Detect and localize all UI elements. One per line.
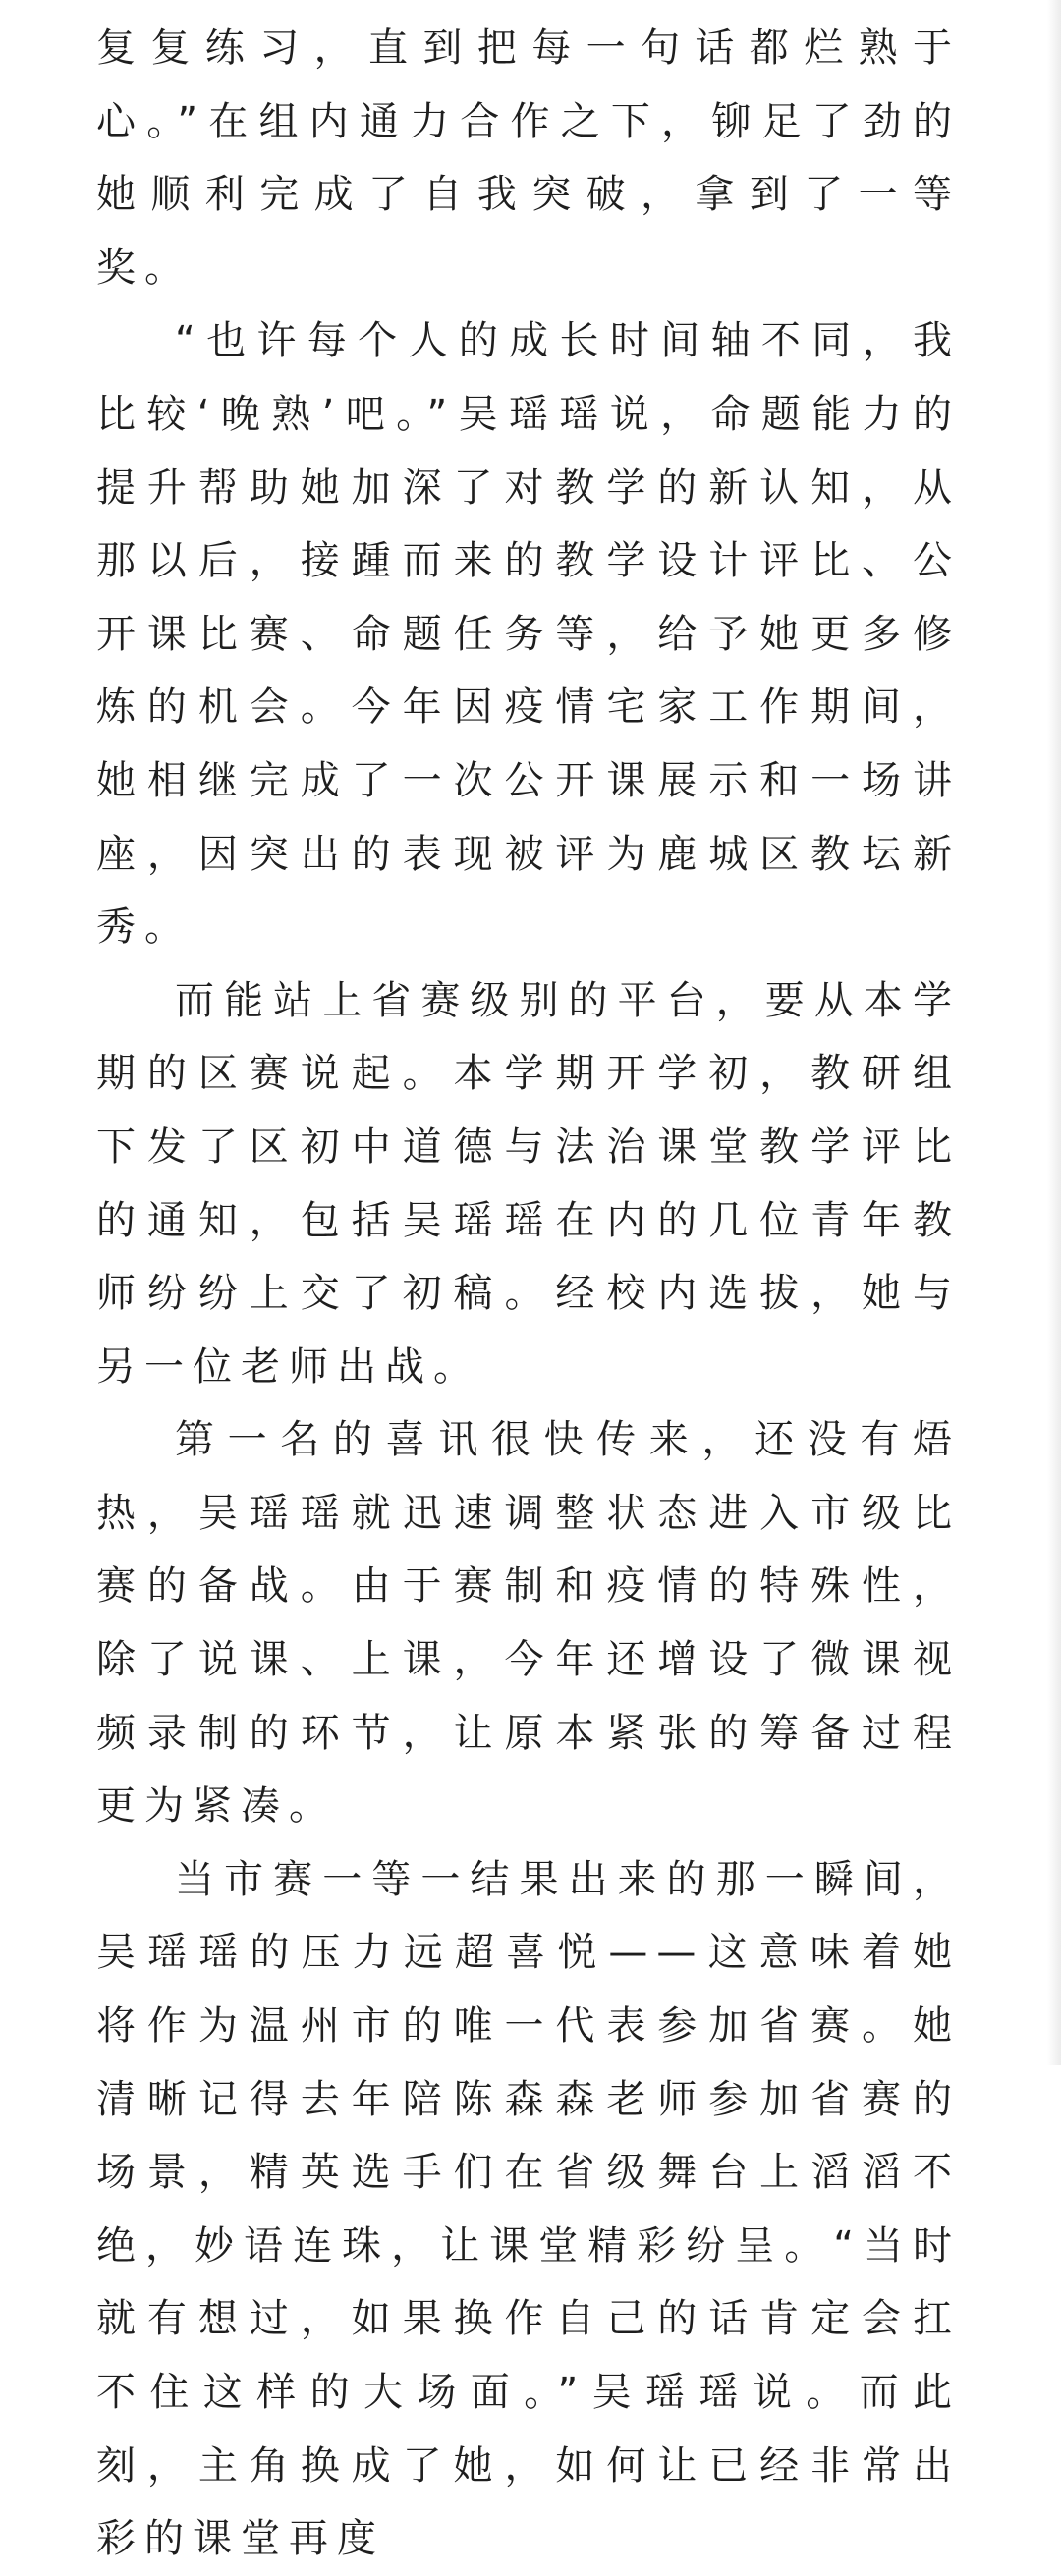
paragraph-3: 而能站上省赛级别的平台，要从本学期的区赛说起。本学期开学初，教研组下发了区初中道德与法治课堂教学评比的通知，包括吴瑶瑶在内的几位青年教师纷纷上交了初稿。经校内选拔，她与另一位老师出战。 (96, 977, 961, 1390)
page-edge-shadow (1047, 0, 1061, 2065)
article-body (96, 12, 961, 2576)
paragraph-2: “也许每个人的成长时间轴不同，我比较‘晚熟’吧。”吴瑶瑶说，命题能力的提升帮助她加深了对教学的新认知，从那以后，接踵而来的教学设计评比、公开课比赛、命题任务等，给予她更多修炼的机会。今年因疫情宅家工作期间，她相继完成了一次公开课展示和一场讲座，因突出的表现被评为鹿城区教坛新秀。 (96, 318, 961, 951)
paragraph-1: 复复练习，直到把每一句话都烂熟于心。”在组内通力合作之下，铆足了劲的她顺利完成了自我突破，拿到了一等奖。 (96, 26, 961, 291)
paragraph-4: 第一名的喜讯很快传来，还没有焐热，吴瑶瑶就迅速调整状态进入市级比赛的备战。由于赛制和疫情的特殊性，除了说课、上课，今年还增设了微课视频录制的环节，让原本紧张的筹备过程更为紧凑。 (96, 1417, 961, 1830)
paragraph-5: 当市赛一等一结果出来的那一瞬间，吴瑶瑶的压力远超喜悦——这意味着她将作为温州市的唯一代表参加省赛。她清晰记得去年陪陈森森老师参加省赛的场景，精英选手们在省级舞台上滔滔不绝，妙语连珠，让课堂精彩纷呈。“当时就有想过，如果换作自己的话肯定会扛不住这样的大场面。”吴瑶瑶说。而此刻，主角换成了她，如何让已经非常出彩的课堂再度 (96, 1856, 961, 2562)
